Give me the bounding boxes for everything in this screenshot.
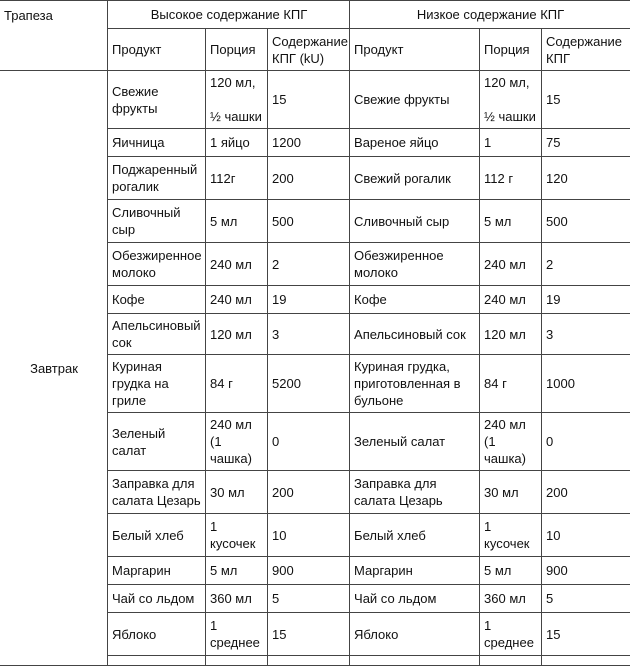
cell-text: Заправка для салата Цезарь bbox=[112, 476, 201, 508]
high-product-cell bbox=[108, 355, 206, 413]
low-portion-cell bbox=[480, 471, 542, 514]
low-portion-cell bbox=[480, 129, 542, 157]
high-portion-cell bbox=[206, 471, 268, 514]
cell-text: 240 мл bbox=[484, 256, 526, 272]
cell-text: 240 мл bbox=[484, 292, 526, 307]
col-header-label: Содержание КПГ bbox=[546, 33, 623, 66]
cell-text: 1000 bbox=[546, 376, 575, 391]
cell-text: Яблоко bbox=[354, 626, 399, 642]
header-meal bbox=[0, 1, 108, 71]
cell-text: Обезжиренное молоко bbox=[112, 248, 202, 280]
high-portion-cell bbox=[206, 314, 268, 355]
cell-text: 112 г bbox=[484, 170, 514, 186]
low-content-cell bbox=[542, 514, 630, 557]
low-content-cell bbox=[542, 243, 630, 286]
high-portion-cell bbox=[206, 355, 268, 413]
cell-text: 240 мл (1 чашка) bbox=[484, 417, 526, 466]
col-header-low-portion bbox=[480, 29, 542, 71]
low-portion-cell bbox=[480, 157, 542, 200]
cell-text: 84 г bbox=[210, 376, 233, 391]
cell-text: Белый хлеб bbox=[112, 527, 184, 543]
cell-text: 5200 bbox=[272, 376, 301, 391]
low-portion-cell bbox=[480, 314, 542, 355]
cell-text: Чай со льдом bbox=[112, 591, 195, 606]
high-portion-cell bbox=[206, 71, 268, 129]
cell-text: 15 bbox=[546, 626, 561, 642]
low-content-cell bbox=[542, 471, 630, 514]
cell-text: 10 bbox=[546, 527, 561, 543]
cell-text: Вареное яйцо bbox=[354, 135, 439, 150]
cell-text: 3 bbox=[272, 326, 280, 342]
cell-text: 1 среднее bbox=[484, 618, 534, 650]
high-product-cell bbox=[108, 557, 206, 585]
col-header-label: Продукт bbox=[112, 42, 162, 57]
low-content-cell bbox=[542, 71, 630, 129]
high-portion-cell bbox=[206, 243, 268, 286]
low-portion-cell bbox=[480, 413, 542, 471]
low-content-cell bbox=[542, 557, 630, 585]
low-product-cell bbox=[350, 613, 480, 656]
cell-text: 500 bbox=[546, 213, 568, 229]
cell-text: 1200 bbox=[272, 135, 301, 150]
empty-cell bbox=[206, 656, 268, 666]
cell-text: Чай со льдом bbox=[354, 591, 437, 606]
high-content-cell bbox=[268, 355, 350, 413]
low-product-cell bbox=[350, 71, 480, 129]
empty-cell bbox=[268, 656, 350, 666]
high-portion-cell bbox=[206, 514, 268, 557]
cell-text: 75 bbox=[546, 135, 561, 150]
high-portion-cell bbox=[206, 585, 268, 613]
cell-text: Апельсиновый сок bbox=[112, 318, 201, 350]
cell-text: 5 мл bbox=[210, 213, 238, 229]
cell-text: 30 мл bbox=[484, 484, 519, 500]
cell-text: 360 мл bbox=[210, 591, 252, 606]
cell-text: Кофе bbox=[354, 292, 387, 307]
cell-text: 900 bbox=[272, 563, 294, 578]
high-product-cell bbox=[108, 413, 206, 471]
cell-text: Поджаренный рогалик bbox=[112, 162, 198, 194]
high-content-cell bbox=[268, 200, 350, 243]
cell-text: 360 мл bbox=[484, 591, 526, 606]
cell-text: 5 bbox=[546, 591, 554, 606]
cell-text: 1 среднее bbox=[210, 618, 260, 650]
header-low-label: Низкое содержание КПГ bbox=[416, 7, 565, 22]
high-product-cell bbox=[108, 314, 206, 355]
high-content-cell bbox=[268, 557, 350, 585]
empty-cell bbox=[350, 656, 480, 666]
low-portion-cell bbox=[480, 286, 542, 314]
col-header-label: Содержание КПГ (kU) bbox=[272, 33, 348, 66]
meal-label: Завтрак bbox=[30, 360, 78, 376]
cell-text: 240 мл bbox=[210, 292, 252, 307]
high-product-cell bbox=[108, 585, 206, 613]
cell-text: 84 г bbox=[484, 376, 507, 391]
high-content-cell bbox=[268, 471, 350, 514]
cell-text: 2 bbox=[546, 256, 554, 272]
cell-text: Белый хлеб bbox=[354, 527, 426, 543]
high-content-cell bbox=[268, 286, 350, 314]
empty-cell bbox=[542, 656, 630, 666]
low-product-cell bbox=[350, 200, 480, 243]
header-meal-label: Трапеза bbox=[4, 8, 53, 23]
cell-text: 900 bbox=[546, 563, 568, 578]
empty-cell bbox=[480, 656, 542, 666]
low-product-cell bbox=[350, 355, 480, 413]
high-product-cell bbox=[108, 613, 206, 656]
cell-text: 120 мл, ½ чашки bbox=[210, 75, 262, 124]
high-content-cell bbox=[268, 413, 350, 471]
cell-text: 240 мл (1 чашка) bbox=[210, 417, 252, 466]
cell-text: Кофе bbox=[112, 292, 145, 307]
high-product-cell bbox=[108, 514, 206, 557]
cell-text: 15 bbox=[272, 92, 287, 107]
high-content-cell bbox=[268, 514, 350, 557]
cell-text: 120 мл bbox=[210, 326, 252, 342]
low-content-cell bbox=[542, 286, 630, 314]
cell-text: Маргарин bbox=[354, 563, 413, 578]
cell-text: 15 bbox=[272, 626, 287, 642]
col-header-label: Порция bbox=[484, 42, 530, 57]
cell-text: Зеленый салат bbox=[112, 425, 166, 458]
cell-text: Яблоко bbox=[112, 626, 157, 642]
high-product-cell bbox=[108, 286, 206, 314]
col-header-high-content bbox=[268, 29, 350, 71]
col-header-low-content bbox=[542, 29, 630, 71]
cell-text: 5 мл bbox=[484, 213, 512, 229]
header-row-groups bbox=[0, 1, 630, 29]
high-portion-cell bbox=[206, 413, 268, 471]
low-content-cell bbox=[542, 355, 630, 413]
high-content-cell bbox=[268, 314, 350, 355]
low-portion-cell bbox=[480, 71, 542, 129]
low-portion-cell bbox=[480, 200, 542, 243]
low-portion-cell bbox=[480, 613, 542, 656]
header-high-label: Высокое содержание КПГ bbox=[150, 7, 308, 22]
cell-text: 500 bbox=[272, 213, 294, 229]
cell-text: 120 bbox=[546, 170, 568, 186]
cell-text: 5 мл bbox=[484, 563, 512, 578]
cell-text: 19 bbox=[272, 292, 287, 307]
cell-text: 1 кусочек bbox=[484, 519, 530, 551]
col-header-high-portion bbox=[206, 29, 268, 71]
cell-text: Свежий рогалик bbox=[354, 170, 451, 186]
high-portion-cell bbox=[206, 613, 268, 656]
cell-text: Сливочный сыр bbox=[354, 213, 450, 229]
col-header-label: Порция bbox=[210, 42, 256, 57]
high-portion-cell bbox=[206, 286, 268, 314]
cell-text: 30 мл bbox=[210, 484, 245, 500]
empty-cell bbox=[108, 656, 206, 666]
low-content-cell bbox=[542, 585, 630, 613]
cell-text: Обезжиренное молоко bbox=[354, 248, 444, 280]
cell-text: 0 bbox=[272, 434, 280, 449]
high-portion-cell bbox=[206, 200, 268, 243]
low-product-cell bbox=[350, 157, 480, 200]
high-product-cell bbox=[108, 71, 206, 129]
cell-text: Куриная грудка, приготовленная в бульоне bbox=[354, 359, 461, 408]
cell-text: 1 яйцо bbox=[210, 135, 250, 150]
high-portion-cell bbox=[206, 129, 268, 157]
col-header-label: Продукт bbox=[354, 42, 404, 57]
cell-text: Куриная грудка на гриле bbox=[112, 359, 169, 408]
cell-text: Зеленый салат bbox=[354, 434, 446, 449]
low-content-cell bbox=[542, 129, 630, 157]
low-content-cell bbox=[542, 613, 630, 656]
cell-text: 5 bbox=[272, 591, 280, 606]
cell-text: Свежие фрукты bbox=[354, 92, 450, 107]
high-product-cell bbox=[108, 243, 206, 286]
high-content-cell bbox=[268, 71, 350, 129]
header-low bbox=[350, 1, 630, 29]
cell-text: 200 bbox=[272, 170, 294, 186]
high-content-cell bbox=[268, 243, 350, 286]
low-content-cell bbox=[542, 200, 630, 243]
high-portion-cell bbox=[206, 557, 268, 585]
table-row bbox=[0, 71, 630, 129]
cell-text: Апельсиновый сок bbox=[354, 326, 466, 342]
high-product-cell bbox=[108, 200, 206, 243]
low-product-cell bbox=[350, 129, 480, 157]
cell-text: 1 bbox=[484, 135, 492, 150]
low-content-cell bbox=[542, 157, 630, 200]
cell-text: 240 мл bbox=[210, 256, 252, 272]
cell-text: Заправка для салата Цезарь bbox=[354, 476, 443, 508]
col-header-low-product bbox=[350, 29, 480, 71]
low-portion-cell bbox=[480, 557, 542, 585]
low-product-cell bbox=[350, 243, 480, 286]
cell-text: Свежие фрукты bbox=[112, 83, 159, 116]
high-content-cell bbox=[268, 613, 350, 656]
header-high bbox=[108, 1, 350, 29]
cell-text: Яичница bbox=[112, 135, 165, 150]
low-product-cell bbox=[350, 585, 480, 613]
cell-text: 3 bbox=[546, 326, 554, 342]
low-product-cell bbox=[350, 314, 480, 355]
cell-text: 120 мл bbox=[484, 326, 526, 342]
cell-text: 200 bbox=[546, 484, 568, 500]
cell-text: 2 bbox=[272, 256, 280, 272]
cell-text: 120 мл, ½ чашки bbox=[484, 75, 536, 124]
high-content-cell bbox=[268, 585, 350, 613]
low-content-cell bbox=[542, 413, 630, 471]
high-product-cell bbox=[108, 157, 206, 200]
low-content-cell bbox=[542, 314, 630, 355]
low-product-cell bbox=[350, 557, 480, 585]
cell-text: 10 bbox=[272, 527, 287, 543]
col-header-high-product bbox=[108, 29, 206, 71]
cell-text: 15 bbox=[546, 92, 561, 107]
cell-text: Сливочный сыр bbox=[112, 205, 181, 237]
cell-text: 5 мл bbox=[210, 563, 238, 578]
cell-text: 19 bbox=[546, 292, 561, 307]
low-product-cell bbox=[350, 471, 480, 514]
cell-text: 1 кусочек bbox=[210, 519, 256, 551]
cell-text: Маргарин bbox=[112, 563, 171, 578]
cell-text: 200 bbox=[272, 484, 294, 500]
low-portion-cell bbox=[480, 514, 542, 557]
low-portion-cell bbox=[480, 585, 542, 613]
cell-text: 0 bbox=[546, 434, 554, 449]
low-product-cell bbox=[350, 286, 480, 314]
cell-text: 112г bbox=[210, 170, 236, 186]
high-content-cell bbox=[268, 157, 350, 200]
low-product-cell bbox=[350, 514, 480, 557]
low-portion-cell bbox=[480, 243, 542, 286]
meal-cell bbox=[0, 71, 108, 666]
low-portion-cell bbox=[480, 355, 542, 413]
high-portion-cell bbox=[206, 157, 268, 200]
high-product-cell bbox=[108, 129, 206, 157]
high-content-cell bbox=[268, 129, 350, 157]
high-product-cell bbox=[108, 471, 206, 514]
low-product-cell bbox=[350, 413, 480, 471]
